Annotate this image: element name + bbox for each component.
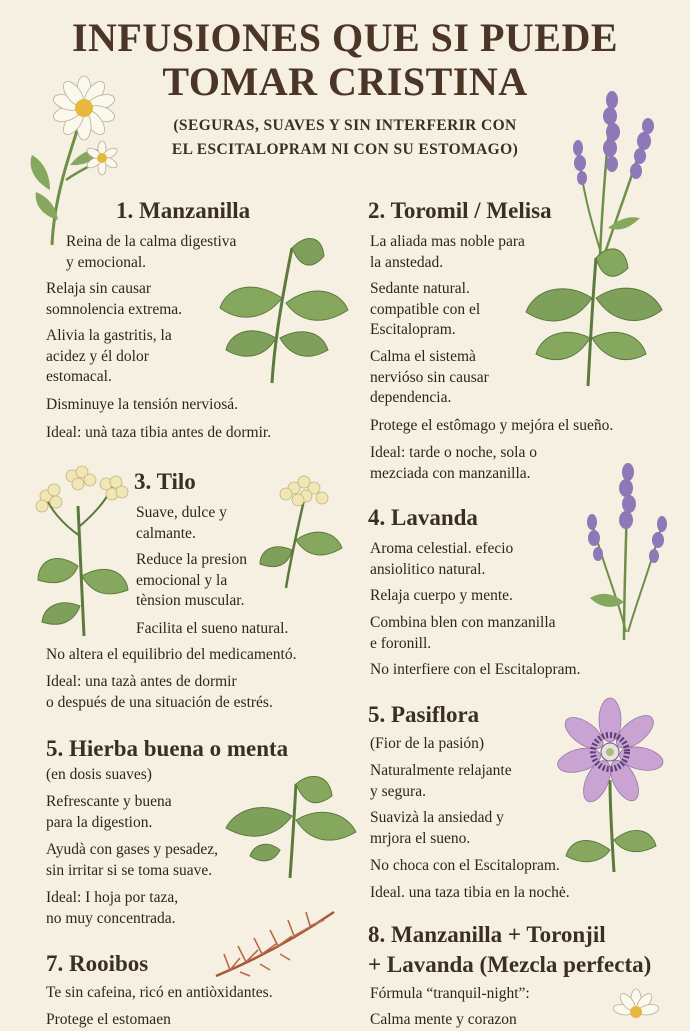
lavanda-text-1: Aroma celestial. efecio ansiolitico natural. bbox=[370, 540, 514, 578]
toronjil-text-3: Calma el sistemà nervióso sin causar dependencia. bbox=[370, 348, 489, 406]
page-subtitle bbox=[120, 114, 570, 162]
section-heading-lavanda: 4. Lavanda bbox=[368, 505, 478, 530]
linden-flower-icon bbox=[32, 466, 132, 638]
manzanilla-text-3: Alivia la gastritis, la acidez y él dolor estomacal. bbox=[46, 327, 172, 385]
lavanda-text-2: Relaja cuerpo y mente. bbox=[370, 587, 513, 604]
manzanilla-text-4: Disminuye la tensión nerviosá. bbox=[46, 396, 238, 413]
subtitle-line-2: EL ESCITALOPRAM NI CON SU ESTOMAGO) bbox=[171, 141, 519, 158]
rooibos-icon bbox=[210, 906, 340, 980]
rooibos-text-1: Te sin cafeina, ricó en antiòxidantes. bbox=[46, 984, 273, 1001]
section-heading-manzanilla: 1. Manzanilla bbox=[116, 198, 251, 223]
manzanilla-text-2: Relaja sin causar somnolencia extrema. bbox=[46, 280, 183, 318]
section-heading-rooibos: 7. Rooibos bbox=[46, 951, 149, 976]
chamomile-small-icon bbox=[604, 990, 664, 1024]
subtitle-line-1: (SEGURAS, SUAVES Y SIN INTERFERIR CON bbox=[173, 117, 517, 134]
title-line-2: TOMAR CRISTINA bbox=[162, 59, 528, 104]
toronjil-text-1: La aliada mas noble para la anstedad. bbox=[370, 233, 525, 271]
pasiflora-text-1: (Fior de la pasión) bbox=[370, 735, 485, 752]
title-line-1: INFUSIONES QUE SI PUEDE bbox=[71, 15, 619, 60]
linden-flower-small-icon bbox=[256, 470, 346, 590]
lavender-sprig-icon bbox=[576, 452, 676, 642]
rooibos-text-2: Protege el estomaen bbox=[46, 1011, 171, 1028]
mint-sprig-icon bbox=[220, 770, 360, 880]
toronjil-text-4: Protege el estômago y mejóra el sueño. bbox=[370, 417, 614, 434]
tilo-text-4: No altera el equilibrio del medicamentó. bbox=[46, 646, 297, 663]
toronjil-text-2: Sedante natural. compatible con el Escitalopram. bbox=[370, 280, 481, 338]
manzanilla-text-5: Ideal: unà taza tibia antes de dormir. bbox=[46, 424, 272, 441]
lavender-icon bbox=[560, 78, 670, 258]
pasiflora-text-2: Naturalmente relajante y segura. bbox=[370, 762, 512, 800]
menta-text-1: (en dosis suaves) bbox=[46, 766, 152, 783]
tilo-text-5: Ideal: una tazà antes de dormir o después de una situación de estrés. bbox=[46, 673, 273, 711]
pasiflora-text-3: Suavizà la ansiedad y mrjora el sueno. bbox=[370, 809, 504, 847]
pasiflora-text-4: No choca con el Escitalopram. bbox=[370, 857, 560, 874]
manzanilla-text-1: Reina de la calma digestiva y emocional. bbox=[66, 233, 237, 271]
menta-text-4: Ideal: I hoja por taza, no muy concentrada. bbox=[46, 889, 179, 927]
menta-text-2: Refrescante y buena para la digestion. bbox=[46, 793, 172, 831]
section-heading-menta: 5. Hierba buena o menta bbox=[46, 736, 289, 761]
tilo-text-2: Reduce la presion emocional y la tènsion muscular. bbox=[136, 551, 248, 609]
mint-leaf-icon bbox=[518, 238, 668, 388]
toronjil-text-5: Ideal: tarde o noche, sola o mezciada con manzanilla. bbox=[370, 444, 537, 482]
section-heading-toronjil: 2. Toromil / Melisa bbox=[368, 198, 552, 223]
tilo-text-3: Facilita el sueno natural. bbox=[136, 620, 289, 637]
section-heading-tilo: 3. Tilo bbox=[134, 469, 196, 494]
passionflower-icon bbox=[552, 700, 672, 876]
tilo-text-1: Suave, dulce y calmante. bbox=[136, 504, 227, 542]
section-heading-pasiflora: 5. Pasiflora bbox=[368, 702, 480, 727]
mezcla-text-1: Fórmula “tranquil-night”: bbox=[370, 985, 530, 1002]
section-heading-mezcla-line-2: + Lavanda (Mezcla perfecta) bbox=[368, 952, 652, 977]
section-heading-mezcla-line-1: 8. Manzanilla + Toronjil bbox=[368, 922, 606, 947]
lavanda-text-4: No interfiere con el Escitalopram. bbox=[370, 661, 581, 678]
menta-text-3: Ayudà con gases y pesadez, sin irritar si se toma suave. bbox=[46, 841, 219, 879]
lavanda-text-3: Combina blen con manzanilla e foronill. bbox=[370, 614, 556, 652]
pasiflora-text-5: Ideal. una taza tibia en la nochė. bbox=[370, 884, 570, 901]
mezcla-text-2: Calma mente y corazon bbox=[370, 1011, 517, 1028]
